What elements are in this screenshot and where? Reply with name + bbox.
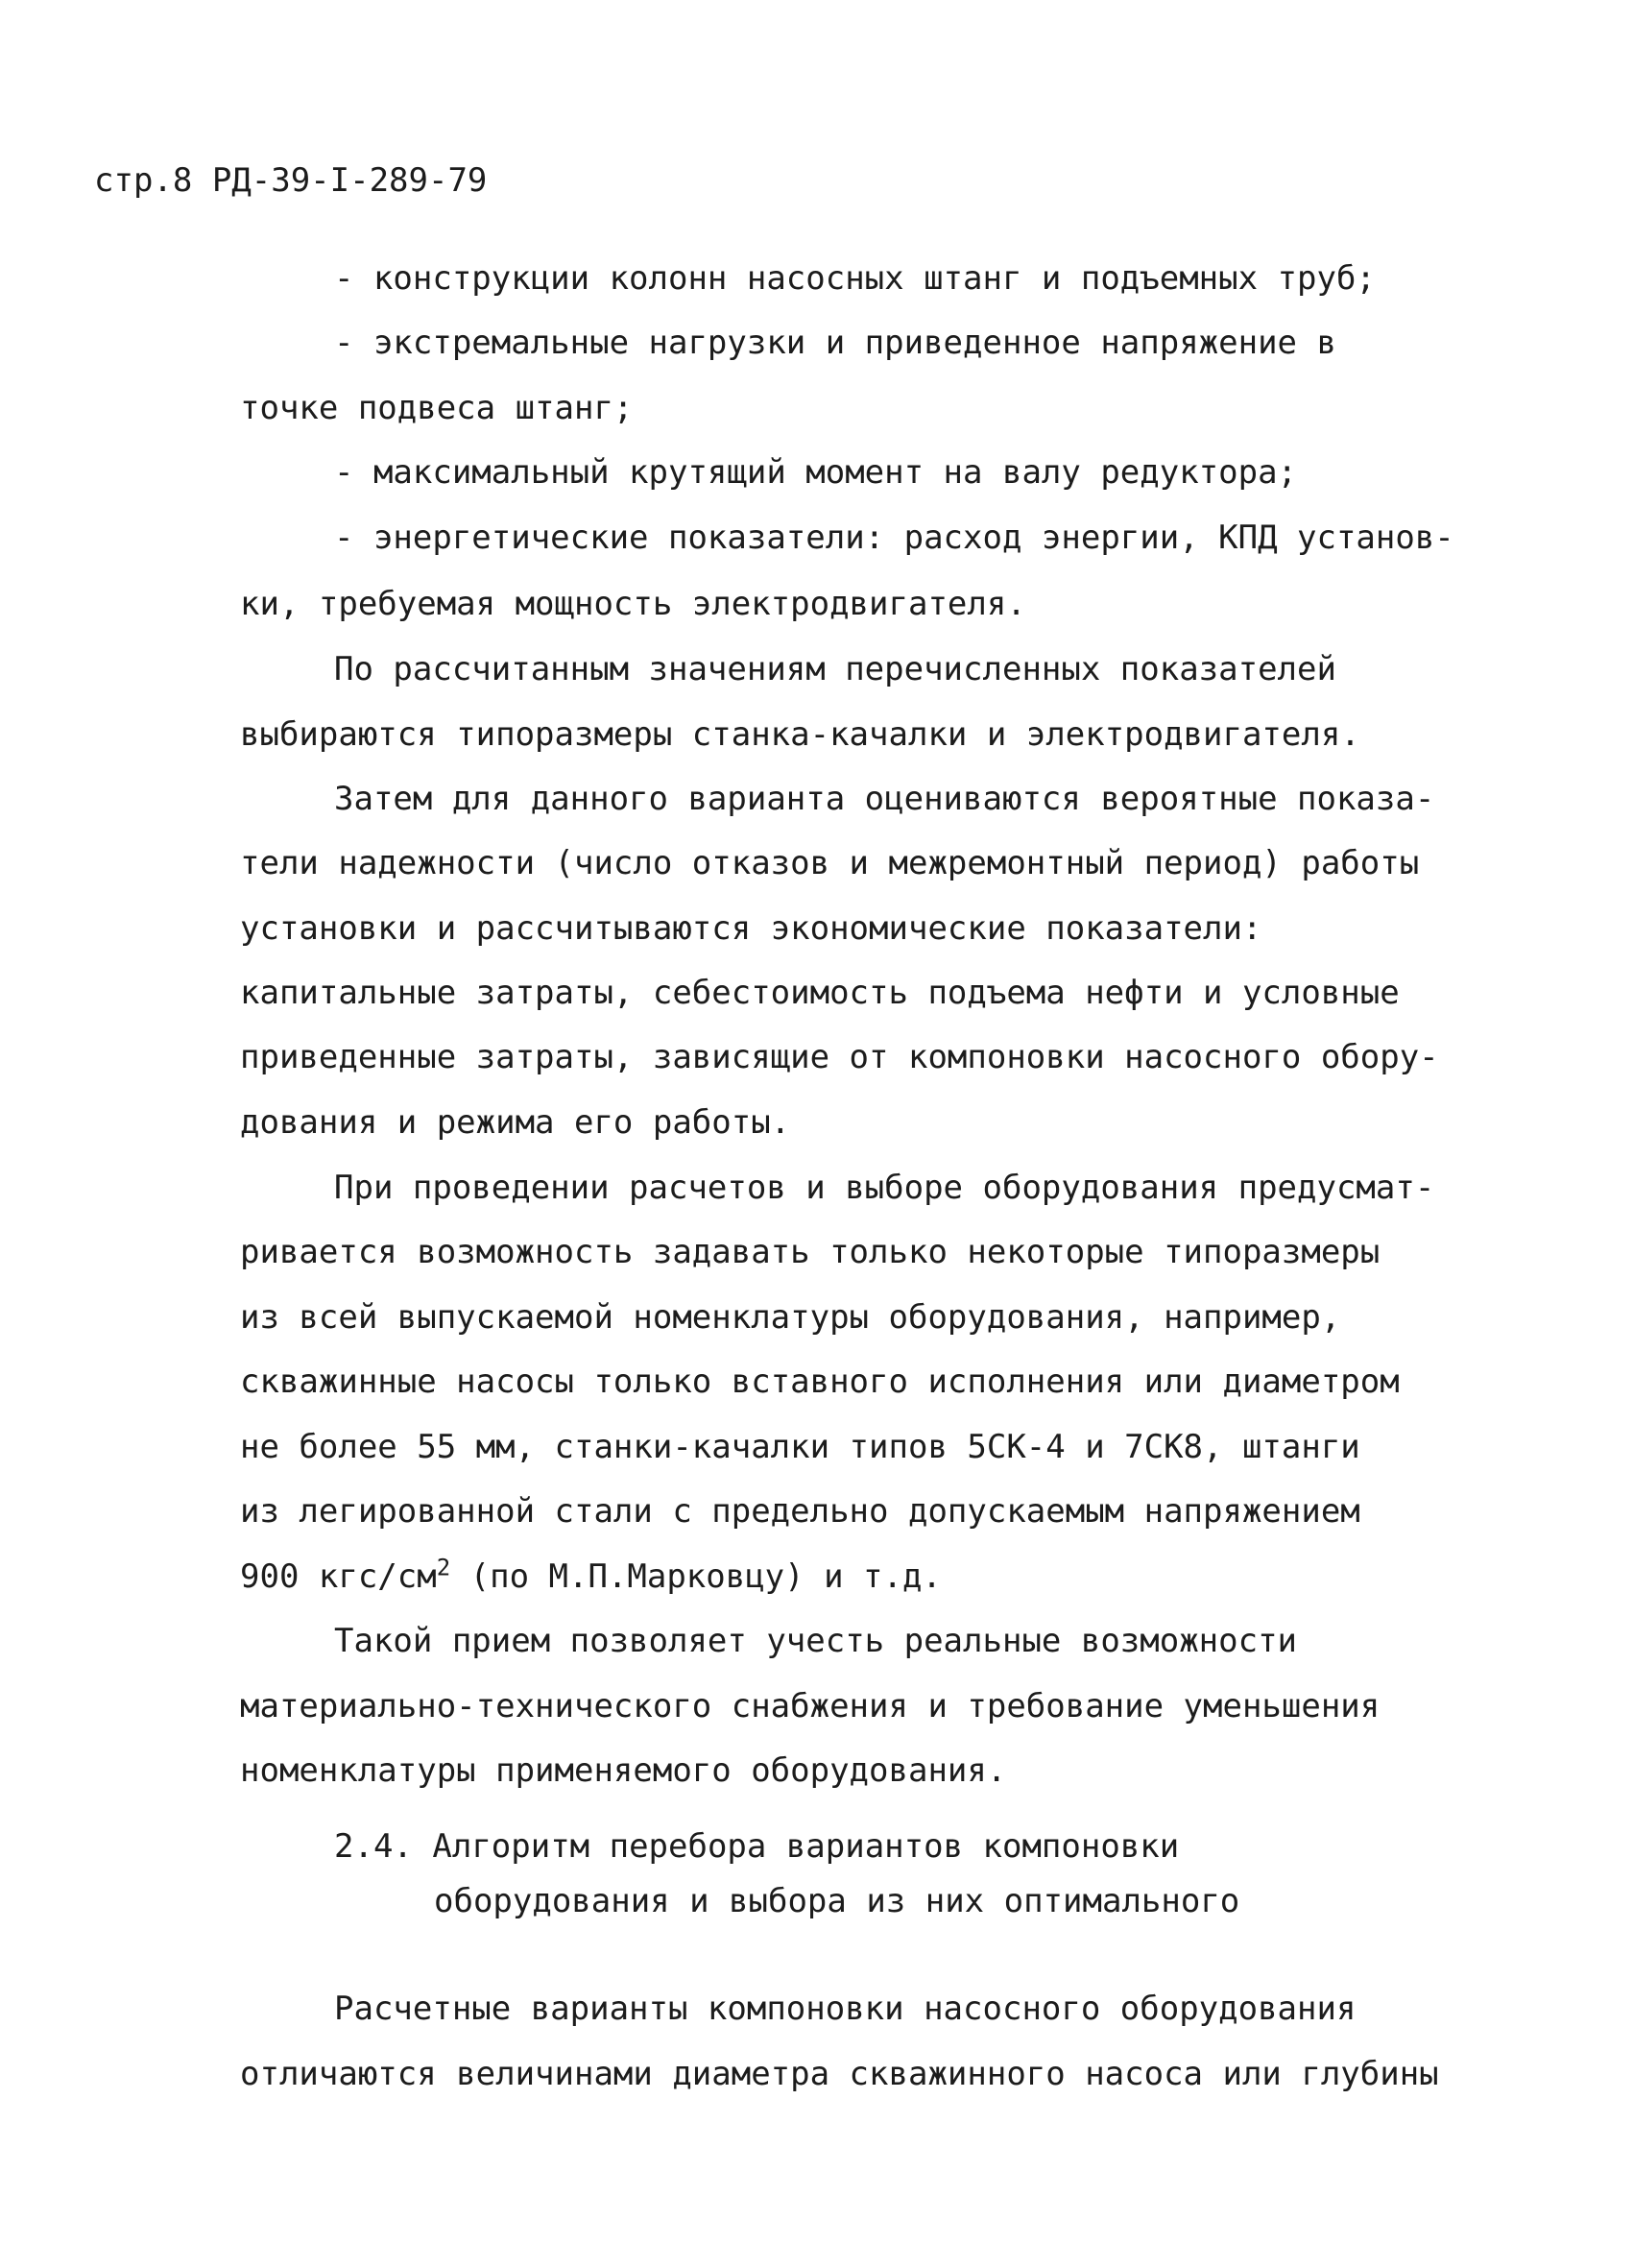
text-line: точке подвеса штанг; xyxy=(240,389,634,427)
text-line: материально-технического снабжения и требование уменьшения xyxy=(240,1687,1381,1725)
text-line: При проведении расчетов и выборе оборудования предусмат- xyxy=(334,1169,1435,1207)
text-line: Затем для данного варианта оцениваются вероятные показа- xyxy=(334,780,1435,818)
text-line: - энергетические показатели: расход энергии, КПД установ- xyxy=(334,519,1454,557)
text-line: из легированной стали с предельно допускаемым напряжением xyxy=(240,1492,1360,1531)
text-line: - максимальный крутящий момент на валу редуктора; xyxy=(334,453,1298,492)
section-heading xyxy=(334,1827,1179,1866)
formula-line xyxy=(240,1554,942,1596)
text-line: ривается возможность задавать только некоторые типоразмеры xyxy=(240,1233,1381,1271)
text-line: отличаются величинами диаметра скважинного насоса или глубины xyxy=(240,2055,1439,2093)
text-line: выбираются типоразмеры станка-качалки и электродвигателя. xyxy=(240,715,1360,754)
section-number: 2.4. xyxy=(334,1827,413,1866)
text-line: скважинные насосы только вставного исполнения или диаметром xyxy=(240,1363,1400,1401)
section-title-line1: Алгоритм перебора вариантов компоновки xyxy=(432,1827,1180,1866)
text-line: номенклатуры применяемого оборудования. xyxy=(240,1751,1007,1790)
text-line: Расчетные варианты компоновки насосного оборудования xyxy=(334,1990,1357,2028)
text-line: установки и рассчитываются экономические показатели: xyxy=(240,909,1262,948)
text-line: дования и режима его работы. xyxy=(240,1103,791,1142)
formula-base: 900 кгс/см xyxy=(240,1557,437,1596)
section-title-line2: оборудования и выбора из них оптимального xyxy=(434,1882,1240,1920)
text-line: По рассчитанным значениям перечисленных показателей xyxy=(334,650,1336,688)
page-header: стр.8 РД-39-I-289-79 xyxy=(94,161,488,200)
text-line: приведенные затраты, зависящие от компоновки насосного обору- xyxy=(240,1038,1439,1076)
text-line: - конструкции колонн насосных штанг и подъемных труб; xyxy=(334,259,1376,298)
text-line: капитальные затраты, себестоимость подъема нефти и условные xyxy=(240,974,1400,1012)
formula-superscript: 2 xyxy=(436,1554,451,1581)
text-line: не более 55 мм, станки-качалки типов 5СК-4 и 7СК8, штанги xyxy=(240,1428,1360,1466)
text-line: ки, требуемая мощность электродвигателя. xyxy=(240,585,1026,623)
text-line: Такой прием позволяет учесть реальные возможности xyxy=(334,1622,1298,1660)
text-line: тели надежности (число отказов и межремонтный период) работы xyxy=(240,844,1420,882)
text-line: из всей выпускаемой номенклатуры оборудования, например, xyxy=(240,1298,1341,1337)
text-line: - экстремальные нагрузки и приведенное напряжение в xyxy=(334,324,1336,362)
formula-tail: (по М.П.Марковцу) и т.д. xyxy=(450,1557,942,1596)
